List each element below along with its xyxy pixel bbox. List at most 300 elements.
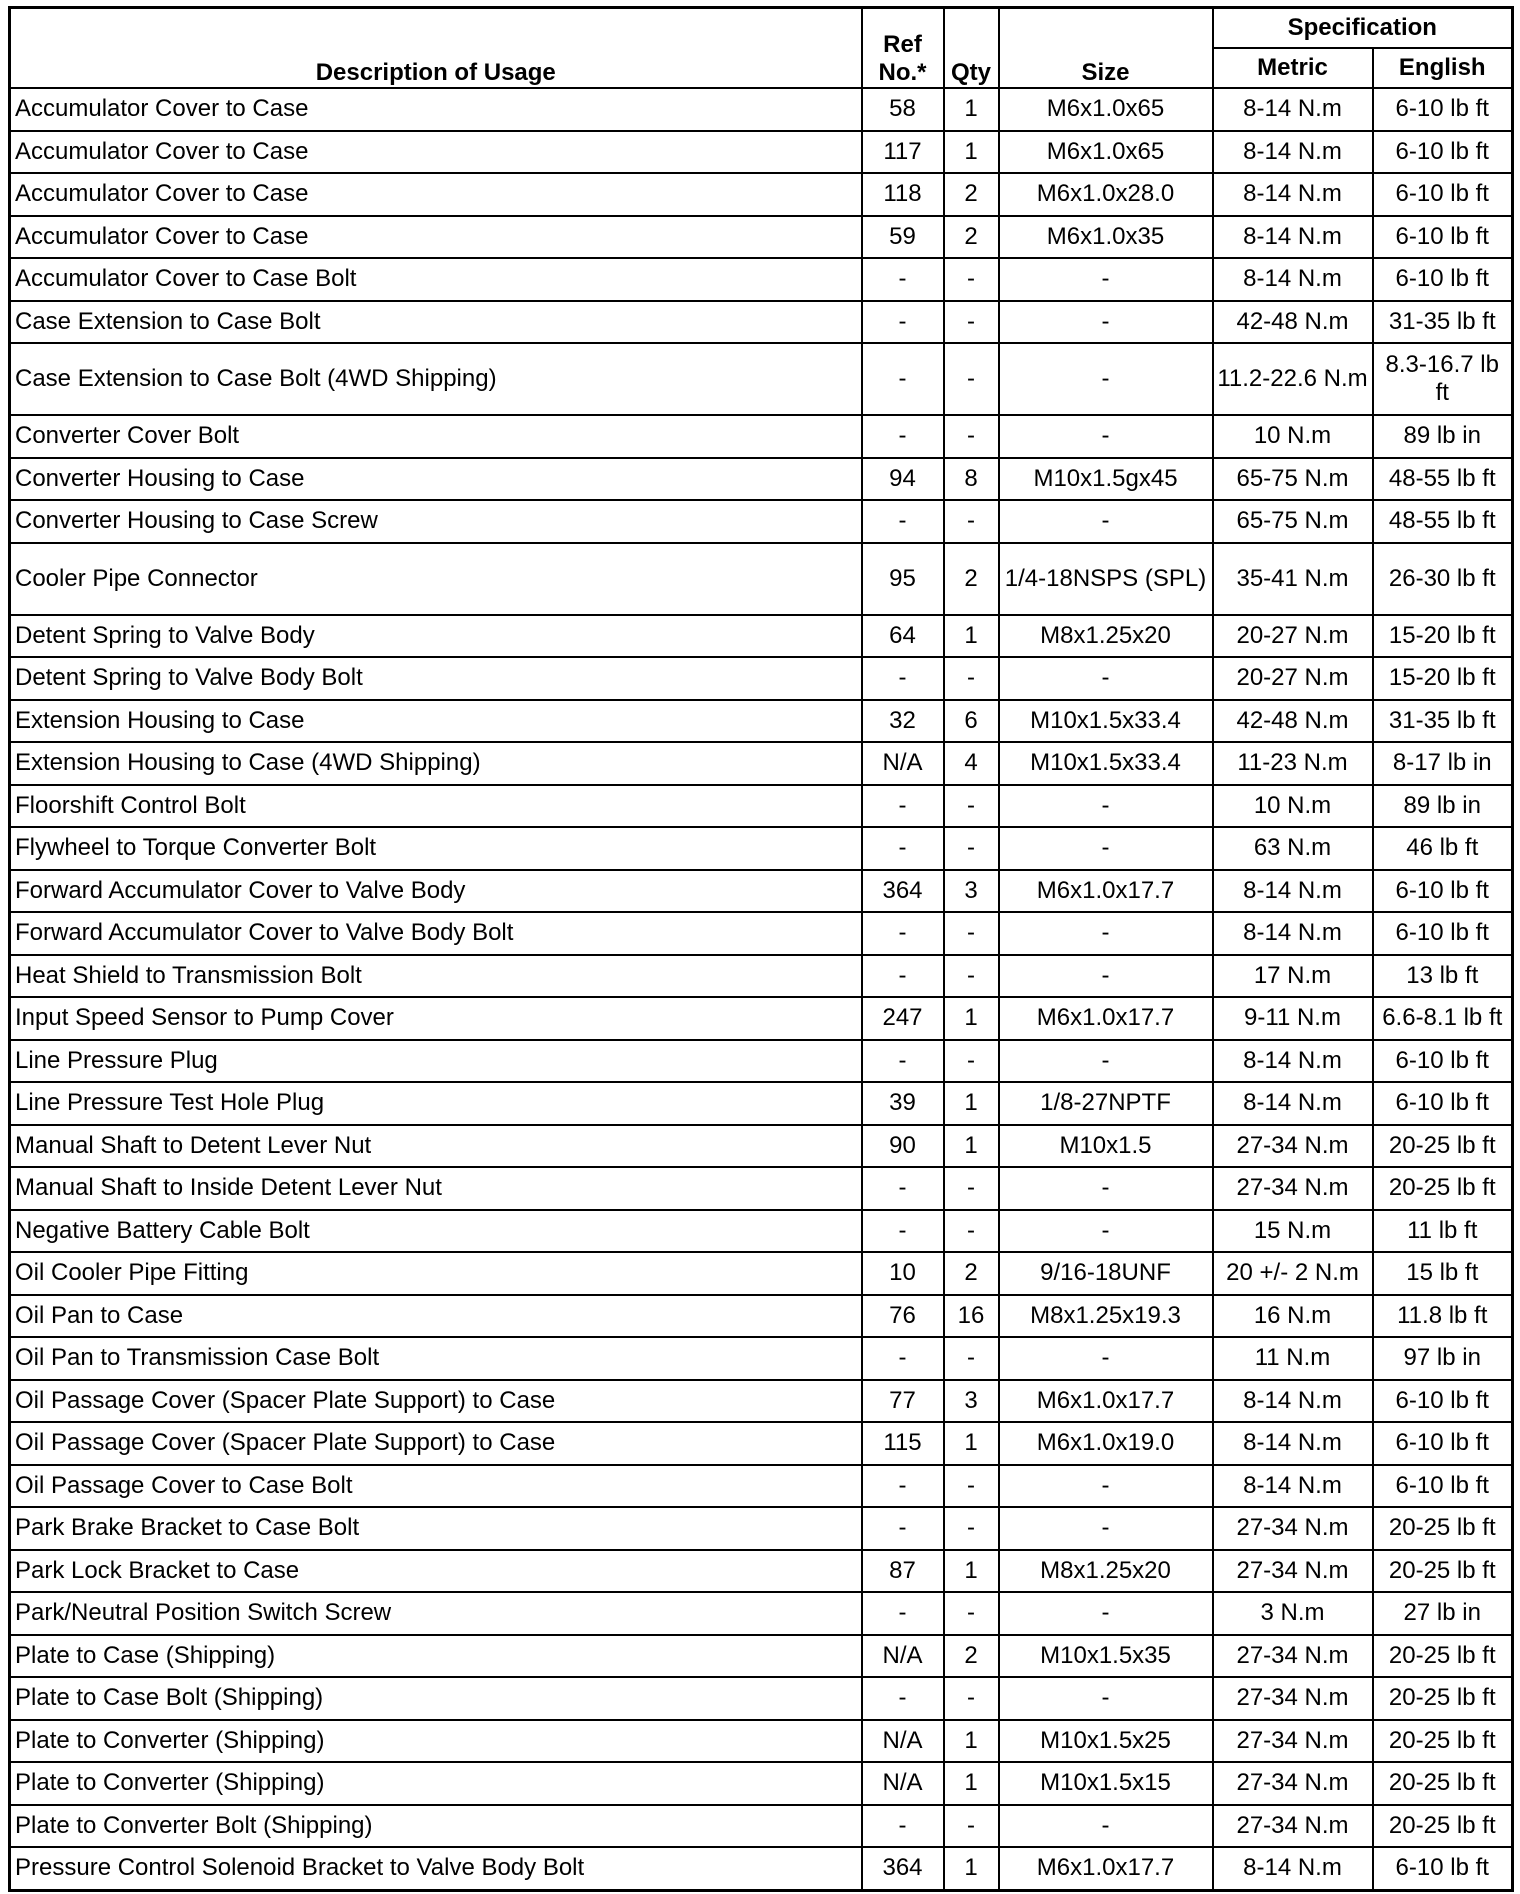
table-row (10, 1252, 1513, 1295)
cell-ref-no: - (862, 912, 944, 955)
cell-english: 15-20 lb ft (1373, 657, 1513, 700)
table-row (10, 1380, 1513, 1423)
cell-size: M6x1.0x28.0 (999, 173, 1213, 216)
header-row-top (10, 8, 1513, 49)
cell-ref-no: N/A (862, 1762, 944, 1805)
cell-size: - (999, 1167, 1213, 1210)
cell-size: M8x1.25x20 (999, 1550, 1213, 1593)
table-row (10, 785, 1513, 828)
cell-metric: 65-75 N.m (1213, 500, 1373, 543)
cell-english: 20-25 lb ft (1373, 1550, 1513, 1593)
cell-ref-no: - (862, 1167, 944, 1210)
cell-size: - (999, 1805, 1213, 1848)
cell-metric: 27-34 N.m (1213, 1167, 1373, 1210)
cell-qty: 2 (944, 216, 999, 259)
cell-metric: 42-48 N.m (1213, 700, 1373, 743)
table-row (10, 742, 1513, 785)
cell-qty: - (944, 1337, 999, 1380)
cell-qty: 6 (944, 700, 999, 743)
cell-english: 15-20 lb ft (1373, 615, 1513, 658)
table-row (10, 1040, 1513, 1083)
cell-description: Manual Shaft to Detent Lever Nut (10, 1125, 862, 1168)
header-ref-no (862, 8, 944, 89)
cell-qty: 1 (944, 1720, 999, 1763)
cell-metric: 8-14 N.m (1213, 1847, 1373, 1890)
cell-description: Floorshift Control Bolt (10, 785, 862, 828)
cell-metric: 8-14 N.m (1213, 1380, 1373, 1423)
table-row (10, 615, 1513, 658)
cell-qty: - (944, 1592, 999, 1635)
cell-description: Park Lock Bracket to Case (10, 1550, 862, 1593)
cell-english: 6-10 lb ft (1373, 131, 1513, 174)
table-row (10, 415, 1513, 458)
table-row (10, 500, 1513, 543)
cell-qty: - (944, 1040, 999, 1083)
cell-description: Extension Housing to Case (4WD Shipping) (10, 742, 862, 785)
table-row (10, 1337, 1513, 1380)
cell-size: M10x1.5gx45 (999, 458, 1213, 501)
cell-ref-no: - (862, 1805, 944, 1848)
cell-size: - (999, 343, 1213, 415)
cell-qty: - (944, 827, 999, 870)
cell-qty: 1 (944, 1125, 999, 1168)
cell-english: 20-25 lb ft (1373, 1805, 1513, 1848)
cell-ref-no: - (862, 1040, 944, 1083)
cell-size: - (999, 657, 1213, 700)
cell-ref-no: 90 (862, 1125, 944, 1168)
cell-size: 9/16-18UNF (999, 1252, 1213, 1295)
cell-metric: 8-14 N.m (1213, 1040, 1373, 1083)
cell-size: - (999, 301, 1213, 344)
cell-ref-no: - (862, 415, 944, 458)
cell-ref-no: 39 (862, 1082, 944, 1125)
cell-english: 20-25 lb ft (1373, 1125, 1513, 1168)
cell-metric: 8-14 N.m (1213, 1465, 1373, 1508)
cell-english: 6-10 lb ft (1373, 258, 1513, 301)
cell-english: 6-10 lb ft (1373, 88, 1513, 131)
cell-qty: - (944, 301, 999, 344)
cell-metric: 8-14 N.m (1213, 216, 1373, 259)
cell-size: M10x1.5x25 (999, 1720, 1213, 1763)
cell-description: Converter Housing to Case Screw (10, 500, 862, 543)
cell-metric: 17 N.m (1213, 955, 1373, 998)
cell-size: M6x1.0x17.7 (999, 1847, 1213, 1890)
cell-qty: - (944, 1167, 999, 1210)
table-row (10, 258, 1513, 301)
cell-english: 31-35 lb ft (1373, 301, 1513, 344)
table-row (10, 1210, 1513, 1253)
cell-ref-no: - (862, 1465, 944, 1508)
cell-size: 1/4-18NSPS (SPL) (999, 543, 1213, 615)
cell-qty: - (944, 955, 999, 998)
cell-description: Oil Passage Cover to Case Bolt (10, 1465, 862, 1508)
header-size: Size (999, 8, 1213, 89)
cell-qty: - (944, 1677, 999, 1720)
cell-metric: 8-14 N.m (1213, 258, 1373, 301)
cell-qty: - (944, 1507, 999, 1550)
torque-spec-table (8, 6, 1514, 1892)
cell-ref-no: 117 (862, 131, 944, 174)
cell-metric: 8-14 N.m (1213, 870, 1373, 913)
cell-qty: - (944, 785, 999, 828)
cell-description: Plate to Case Bolt (Shipping) (10, 1677, 862, 1720)
cell-metric: 65-75 N.m (1213, 458, 1373, 501)
cell-description: Plate to Converter Bolt (Shipping) (10, 1805, 862, 1848)
cell-description: Plate to Case (Shipping) (10, 1635, 862, 1678)
cell-ref-no: - (862, 500, 944, 543)
cell-size: M10x1.5x35 (999, 1635, 1213, 1678)
cell-english: 6-10 lb ft (1373, 173, 1513, 216)
table-row (10, 1677, 1513, 1720)
cell-size: - (999, 258, 1213, 301)
table-row (10, 343, 1513, 415)
cell-size: - (999, 1040, 1213, 1083)
cell-size: M8x1.25x19.3 (999, 1295, 1213, 1338)
table-row (10, 216, 1513, 259)
cell-description: Detent Spring to Valve Body (10, 615, 862, 658)
cell-description: Extension Housing to Case (10, 700, 862, 743)
cell-english: 6-10 lb ft (1373, 1847, 1513, 1890)
cell-description: Accumulator Cover to Case (10, 88, 862, 131)
header-ref-line1: Ref (883, 31, 922, 58)
cell-qty: 1 (944, 1082, 999, 1125)
cell-size: 1/8-27NPTF (999, 1082, 1213, 1125)
table-row (10, 1295, 1513, 1338)
cell-ref-no: 77 (862, 1380, 944, 1423)
cell-english: 31-35 lb ft (1373, 700, 1513, 743)
cell-english: 6-10 lb ft (1373, 1380, 1513, 1423)
cell-english: 20-25 lb ft (1373, 1720, 1513, 1763)
cell-qty: - (944, 500, 999, 543)
cell-qty: 3 (944, 870, 999, 913)
cell-description: Oil Passage Cover (Spacer Plate Support) to Case (10, 1380, 862, 1423)
cell-description: Pressure Control Solenoid Bracket to Valve Body Bolt (10, 1847, 862, 1890)
cell-description: Plate to Converter (Shipping) (10, 1762, 862, 1805)
cell-qty: 1 (944, 1762, 999, 1805)
cell-english: 20-25 lb ft (1373, 1167, 1513, 1210)
cell-metric: 15 N.m (1213, 1210, 1373, 1253)
cell-ref-no: 364 (862, 1847, 944, 1890)
cell-size: M6x1.0x35 (999, 216, 1213, 259)
cell-english: 20-25 lb ft (1373, 1507, 1513, 1550)
cell-english: 48-55 lb ft (1373, 458, 1513, 501)
cell-ref-no: N/A (862, 1720, 944, 1763)
cell-metric: 9-11 N.m (1213, 997, 1373, 1040)
cell-ref-no: 94 (862, 458, 944, 501)
cell-description: Forward Accumulator Cover to Valve Body (10, 870, 862, 913)
cell-size: M10x1.5x33.4 (999, 742, 1213, 785)
cell-size: - (999, 912, 1213, 955)
cell-metric: 10 N.m (1213, 785, 1373, 828)
cell-qty: 8 (944, 458, 999, 501)
table-row (10, 1465, 1513, 1508)
cell-english: 11 lb ft (1373, 1210, 1513, 1253)
cell-size: - (999, 1210, 1213, 1253)
cell-metric: 27-34 N.m (1213, 1720, 1373, 1763)
cell-ref-no: 59 (862, 216, 944, 259)
cell-english: 8.3-16.7 lb ft (1373, 343, 1513, 415)
cell-qty: - (944, 258, 999, 301)
cell-description: Forward Accumulator Cover to Valve Body Bolt (10, 912, 862, 955)
cell-metric: 35-41 N.m (1213, 543, 1373, 615)
cell-size: M10x1.5x15 (999, 1762, 1213, 1805)
cell-english: 6-10 lb ft (1373, 216, 1513, 259)
cell-description: Accumulator Cover to Case (10, 216, 862, 259)
cell-metric: 11-23 N.m (1213, 742, 1373, 785)
cell-metric: 10 N.m (1213, 415, 1373, 458)
cell-size: M6x1.0x17.7 (999, 1380, 1213, 1423)
cell-size: - (999, 500, 1213, 543)
cell-size: - (999, 415, 1213, 458)
cell-qty: 3 (944, 1380, 999, 1423)
cell-size: - (999, 1677, 1213, 1720)
cell-english: 27 lb in (1373, 1592, 1513, 1635)
table-row (10, 657, 1513, 700)
cell-english: 20-25 lb ft (1373, 1762, 1513, 1805)
cell-description: Detent Spring to Valve Body Bolt (10, 657, 862, 700)
cell-size: - (999, 1337, 1213, 1380)
table-row (10, 1720, 1513, 1763)
table-row (10, 997, 1513, 1040)
cell-qty: - (944, 657, 999, 700)
cell-ref-no: - (862, 657, 944, 700)
header-english: English (1373, 48, 1513, 88)
cell-metric: 20-27 N.m (1213, 615, 1373, 658)
cell-qty: 1 (944, 131, 999, 174)
cell-size: M6x1.0x17.7 (999, 870, 1213, 913)
cell-metric: 27-34 N.m (1213, 1762, 1373, 1805)
cell-ref-no: - (862, 785, 944, 828)
cell-metric: 27-34 N.m (1213, 1550, 1373, 1593)
cell-description: Case Extension to Case Bolt (10, 301, 862, 344)
cell-qty: 2 (944, 1635, 999, 1678)
cell-ref-no: - (862, 343, 944, 415)
cell-size: - (999, 1592, 1213, 1635)
cell-english: 6.6-8.1 lb ft (1373, 997, 1513, 1040)
cell-description: Heat Shield to Transmission Bolt (10, 955, 862, 998)
cell-qty: 2 (944, 1252, 999, 1295)
cell-ref-no: - (862, 955, 944, 998)
cell-qty: 1 (944, 997, 999, 1040)
cell-qty: - (944, 1465, 999, 1508)
cell-description: Manual Shaft to Inside Detent Lever Nut (10, 1167, 862, 1210)
cell-english: 6-10 lb ft (1373, 1465, 1513, 1508)
cell-qty: 16 (944, 1295, 999, 1338)
cell-ref-no: 10 (862, 1252, 944, 1295)
cell-metric: 20-27 N.m (1213, 657, 1373, 700)
cell-english: 48-55 lb ft (1373, 500, 1513, 543)
cell-qty: 1 (944, 1550, 999, 1593)
cell-metric: 27-34 N.m (1213, 1635, 1373, 1678)
cell-size: M6x1.0x19.0 (999, 1422, 1213, 1465)
cell-metric: 11 N.m (1213, 1337, 1373, 1380)
table-row (10, 700, 1513, 743)
cell-metric: 8-14 N.m (1213, 173, 1373, 216)
cell-english: 89 lb in (1373, 785, 1513, 828)
cell-english: 6-10 lb ft (1373, 1082, 1513, 1125)
cell-metric: 27-34 N.m (1213, 1677, 1373, 1720)
cell-english: 20-25 lb ft (1373, 1635, 1513, 1678)
cell-ref-no: N/A (862, 1635, 944, 1678)
torque-spec-sheet (8, 6, 1511, 1892)
cell-ref-no: - (862, 258, 944, 301)
cell-description: Plate to Converter (Shipping) (10, 1720, 862, 1763)
cell-metric: 8-14 N.m (1213, 1082, 1373, 1125)
table-row (10, 1082, 1513, 1125)
cell-description: Converter Housing to Case (10, 458, 862, 501)
header-qty: Qty (944, 8, 999, 89)
cell-size: M10x1.5x33.4 (999, 700, 1213, 743)
table-row (10, 870, 1513, 913)
table-row (10, 1805, 1513, 1848)
cell-qty: - (944, 343, 999, 415)
cell-english: 6-10 lb ft (1373, 1040, 1513, 1083)
cell-ref-no: 364 (862, 870, 944, 913)
cell-ref-no: 58 (862, 88, 944, 131)
cell-qty: - (944, 912, 999, 955)
cell-metric: 42-48 N.m (1213, 301, 1373, 344)
cell-ref-no: - (862, 827, 944, 870)
cell-english: 89 lb in (1373, 415, 1513, 458)
table-row (10, 827, 1513, 870)
cell-size: M6x1.0x65 (999, 131, 1213, 174)
cell-ref-no: 118 (862, 173, 944, 216)
cell-description: Cooler Pipe Connector (10, 543, 862, 615)
cell-description: Line Pressure Test Hole Plug (10, 1082, 862, 1125)
cell-description: Case Extension to Case Bolt (4WD Shipping) (10, 343, 862, 415)
cell-size: - (999, 785, 1213, 828)
cell-ref-no: 87 (862, 1550, 944, 1593)
cell-size: - (999, 1465, 1213, 1508)
table-row (10, 1507, 1513, 1550)
cell-qty: 1 (944, 1847, 999, 1890)
cell-description: Park Brake Bracket to Case Bolt (10, 1507, 862, 1550)
cell-ref-no: 247 (862, 997, 944, 1040)
table-row (10, 912, 1513, 955)
table-row (10, 1762, 1513, 1805)
cell-qty: 4 (944, 742, 999, 785)
table-row (10, 1592, 1513, 1635)
cell-description: Line Pressure Plug (10, 1040, 862, 1083)
cell-ref-no: - (862, 1210, 944, 1253)
header-ref-line2: No.* (878, 59, 927, 86)
cell-qty: - (944, 1805, 999, 1848)
header-specification: Specification (1213, 8, 1513, 49)
cell-description: Input Speed Sensor to Pump Cover (10, 997, 862, 1040)
cell-description: Accumulator Cover to Case Bolt (10, 258, 862, 301)
cell-qty: 1 (944, 1422, 999, 1465)
cell-description: Negative Battery Cable Bolt (10, 1210, 862, 1253)
table-row (10, 173, 1513, 216)
cell-english: 6-10 lb ft (1373, 1422, 1513, 1465)
cell-qty: 1 (944, 615, 999, 658)
cell-qty: 1 (944, 88, 999, 131)
cell-english: 46 lb ft (1373, 827, 1513, 870)
cell-description: Oil Cooler Pipe Fitting (10, 1252, 862, 1295)
table-row (10, 131, 1513, 174)
cell-metric: 3 N.m (1213, 1592, 1373, 1635)
table-row (10, 458, 1513, 501)
cell-size: M10x1.5 (999, 1125, 1213, 1168)
cell-metric: 27-34 N.m (1213, 1507, 1373, 1550)
cell-ref-no: - (862, 301, 944, 344)
cell-metric: 16 N.m (1213, 1295, 1373, 1338)
table-row (10, 1550, 1513, 1593)
table-row (10, 543, 1513, 615)
cell-ref-no: - (862, 1507, 944, 1550)
cell-description: Oil Passage Cover (Spacer Plate Support) to Case (10, 1422, 862, 1465)
cell-metric: 27-34 N.m (1213, 1125, 1373, 1168)
cell-size: - (999, 1507, 1213, 1550)
table-row (10, 1847, 1513, 1890)
cell-metric: 27-34 N.m (1213, 1805, 1373, 1848)
cell-description: Accumulator Cover to Case (10, 173, 862, 216)
cell-qty: - (944, 1210, 999, 1253)
table-row (10, 1422, 1513, 1465)
cell-description: Oil Pan to Case (10, 1295, 862, 1338)
cell-ref-no: 76 (862, 1295, 944, 1338)
table-row (10, 955, 1513, 998)
cell-description: Flywheel to Torque Converter Bolt (10, 827, 862, 870)
cell-english: 13 lb ft (1373, 955, 1513, 998)
cell-ref-no: - (862, 1592, 944, 1635)
cell-size: M6x1.0x17.7 (999, 997, 1213, 1040)
cell-metric: 20 +/- 2 N.m (1213, 1252, 1373, 1295)
cell-metric: 8-14 N.m (1213, 1422, 1373, 1465)
table-row (10, 1125, 1513, 1168)
cell-english: 6-10 lb ft (1373, 912, 1513, 955)
cell-ref-no: N/A (862, 742, 944, 785)
cell-size: M6x1.0x65 (999, 88, 1213, 131)
spec-table-body (10, 88, 1513, 1890)
table-row (10, 1167, 1513, 1210)
cell-english: 11.8 lb ft (1373, 1295, 1513, 1338)
cell-metric: 8-14 N.m (1213, 88, 1373, 131)
cell-description: Oil Pan to Transmission Case Bolt (10, 1337, 862, 1380)
cell-qty: 2 (944, 173, 999, 216)
cell-description: Accumulator Cover to Case (10, 131, 862, 174)
cell-size: - (999, 827, 1213, 870)
cell-qty: - (944, 415, 999, 458)
cell-description: Park/Neutral Position Switch Screw (10, 1592, 862, 1635)
cell-english: 20-25 lb ft (1373, 1677, 1513, 1720)
cell-description: Converter Cover Bolt (10, 415, 862, 458)
cell-metric: 8-14 N.m (1213, 131, 1373, 174)
cell-ref-no: 95 (862, 543, 944, 615)
cell-metric: 63 N.m (1213, 827, 1373, 870)
cell-ref-no: - (862, 1337, 944, 1380)
cell-ref-no: - (862, 1677, 944, 1720)
cell-qty: 2 (944, 543, 999, 615)
cell-metric: 8-14 N.m (1213, 912, 1373, 955)
header-description: Description of Usage (10, 8, 862, 89)
cell-size: M8x1.25x20 (999, 615, 1213, 658)
cell-ref-no: 115 (862, 1422, 944, 1465)
table-row (10, 88, 1513, 131)
cell-english: 8-17 lb in (1373, 742, 1513, 785)
cell-metric: 11.2-22.6 N.m (1213, 343, 1373, 415)
cell-ref-no: 64 (862, 615, 944, 658)
cell-english: 97 lb in (1373, 1337, 1513, 1380)
cell-size: - (999, 955, 1213, 998)
cell-english: 26-30 lb ft (1373, 543, 1513, 615)
cell-ref-no: 32 (862, 700, 944, 743)
cell-english: 15 lb ft (1373, 1252, 1513, 1295)
table-row (10, 1635, 1513, 1678)
cell-english: 6-10 lb ft (1373, 870, 1513, 913)
table-row (10, 301, 1513, 344)
header-metric: Metric (1213, 48, 1373, 88)
